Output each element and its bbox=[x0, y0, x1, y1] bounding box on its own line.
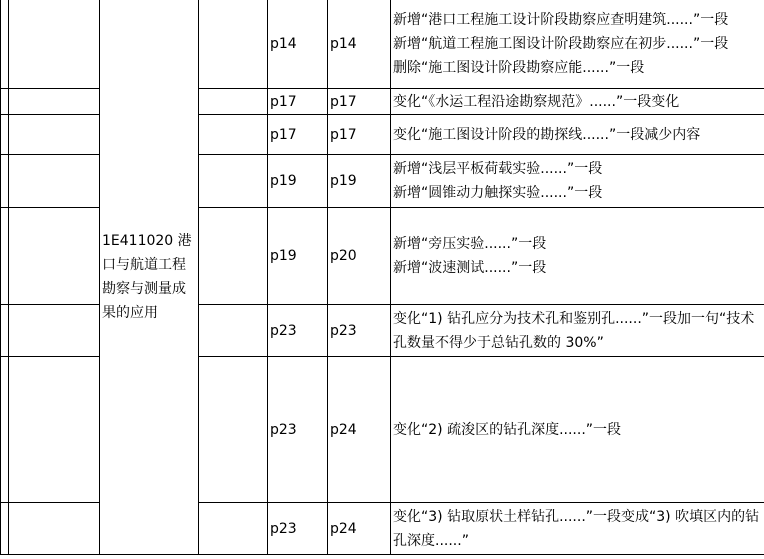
description-line: 新增“港口工程施工设计阶段勘察应查明建筑......”一段 bbox=[393, 12, 729, 28]
description-cell bbox=[391, 89, 764, 115]
new-page-cell: p23 bbox=[328, 305, 391, 357]
blank-cell bbox=[199, 115, 268, 155]
new-page-cell: p24 bbox=[328, 357, 391, 503]
old-page-cell: p23 bbox=[268, 357, 328, 503]
blank-cell bbox=[9, 208, 100, 305]
blank-cell bbox=[1, 89, 9, 115]
blank-cell bbox=[199, 305, 268, 357]
description-cell bbox=[391, 357, 764, 503]
description-line: 变化“施工图设计阶段的勘探线......”一段减少内容 bbox=[393, 126, 701, 143]
description-line: 变化“3) 钻取原状土样钻孔......”一段变成“3) 吹填区内的钻孔深度......” bbox=[393, 508, 760, 549]
description-line: 变化“2) 疏浚区的钻孔深度......”一段 bbox=[393, 421, 622, 438]
section-cell: 1E411020 港口与航道工程勘察与测量成果的应用 bbox=[100, 0, 199, 555]
description-cell bbox=[391, 155, 764, 208]
new-page-cell: p19 bbox=[328, 155, 391, 208]
blank-cell bbox=[9, 89, 100, 115]
blank-cell bbox=[9, 305, 100, 357]
blank-cell bbox=[9, 115, 100, 155]
blank-cell bbox=[199, 208, 268, 305]
new-page-cell: p24 bbox=[328, 503, 391, 555]
old-page-cell: p19 bbox=[268, 208, 328, 305]
blank-cell bbox=[1, 305, 9, 357]
description-line: 新增“波速测试......”一段 bbox=[393, 260, 547, 276]
blank-cell bbox=[1, 208, 9, 305]
blank-cell bbox=[9, 0, 100, 89]
old-page-cell: p17 bbox=[268, 115, 328, 155]
description-cell bbox=[391, 0, 764, 89]
description-line: 新增“航道工程施工图设计阶段勘察应在初步......”一段 bbox=[393, 36, 729, 52]
blank-cell bbox=[1, 357, 9, 503]
description-cell bbox=[391, 115, 764, 155]
blank-cell bbox=[199, 0, 268, 89]
new-page-cell: p20 bbox=[328, 208, 391, 305]
old-page-cell: p19 bbox=[268, 155, 328, 208]
old-page-cell: p14 bbox=[268, 0, 328, 89]
description-line: 删除“施工图设计阶段勘察应能......”一段 bbox=[393, 60, 645, 76]
table-row bbox=[1, 0, 764, 89]
blank-cell bbox=[199, 357, 268, 503]
new-page-cell: p17 bbox=[328, 115, 391, 155]
description-line: 变化“《水运工程沿途勘察规范》......”一段变化 bbox=[393, 93, 680, 110]
description-line: 新增“浅层平板荷载实验......”一段 bbox=[393, 161, 603, 177]
description-cell bbox=[391, 208, 764, 305]
blank-cell bbox=[199, 503, 268, 555]
blank-cell bbox=[1, 0, 9, 89]
description-line: 新增“圆锥动力触探实验......”一段 bbox=[393, 185, 603, 201]
blank-cell bbox=[199, 89, 268, 115]
blank-cell bbox=[1, 503, 9, 555]
blank-cell bbox=[9, 503, 100, 555]
description-line: 变化“1) 钻孔应分为技术孔和鉴别孔......”一段加一句“技术孔数量不得少于总钻孔数的 30%” bbox=[393, 310, 755, 351]
new-page-cell: p14 bbox=[328, 0, 391, 89]
blank-cell bbox=[199, 155, 268, 208]
description-line: 新增“旁压实验......”一段 bbox=[393, 236, 547, 252]
blank-cell bbox=[9, 155, 100, 208]
old-page-cell: p23 bbox=[268, 503, 328, 555]
blank-cell bbox=[1, 115, 9, 155]
description-cell bbox=[391, 305, 764, 357]
new-page-cell: p17 bbox=[328, 89, 391, 115]
blank-cell bbox=[9, 357, 100, 503]
blank-cell bbox=[1, 155, 9, 208]
old-page-cell: p17 bbox=[268, 89, 328, 115]
description-cell bbox=[391, 503, 764, 555]
old-page-cell: p23 bbox=[268, 305, 328, 357]
